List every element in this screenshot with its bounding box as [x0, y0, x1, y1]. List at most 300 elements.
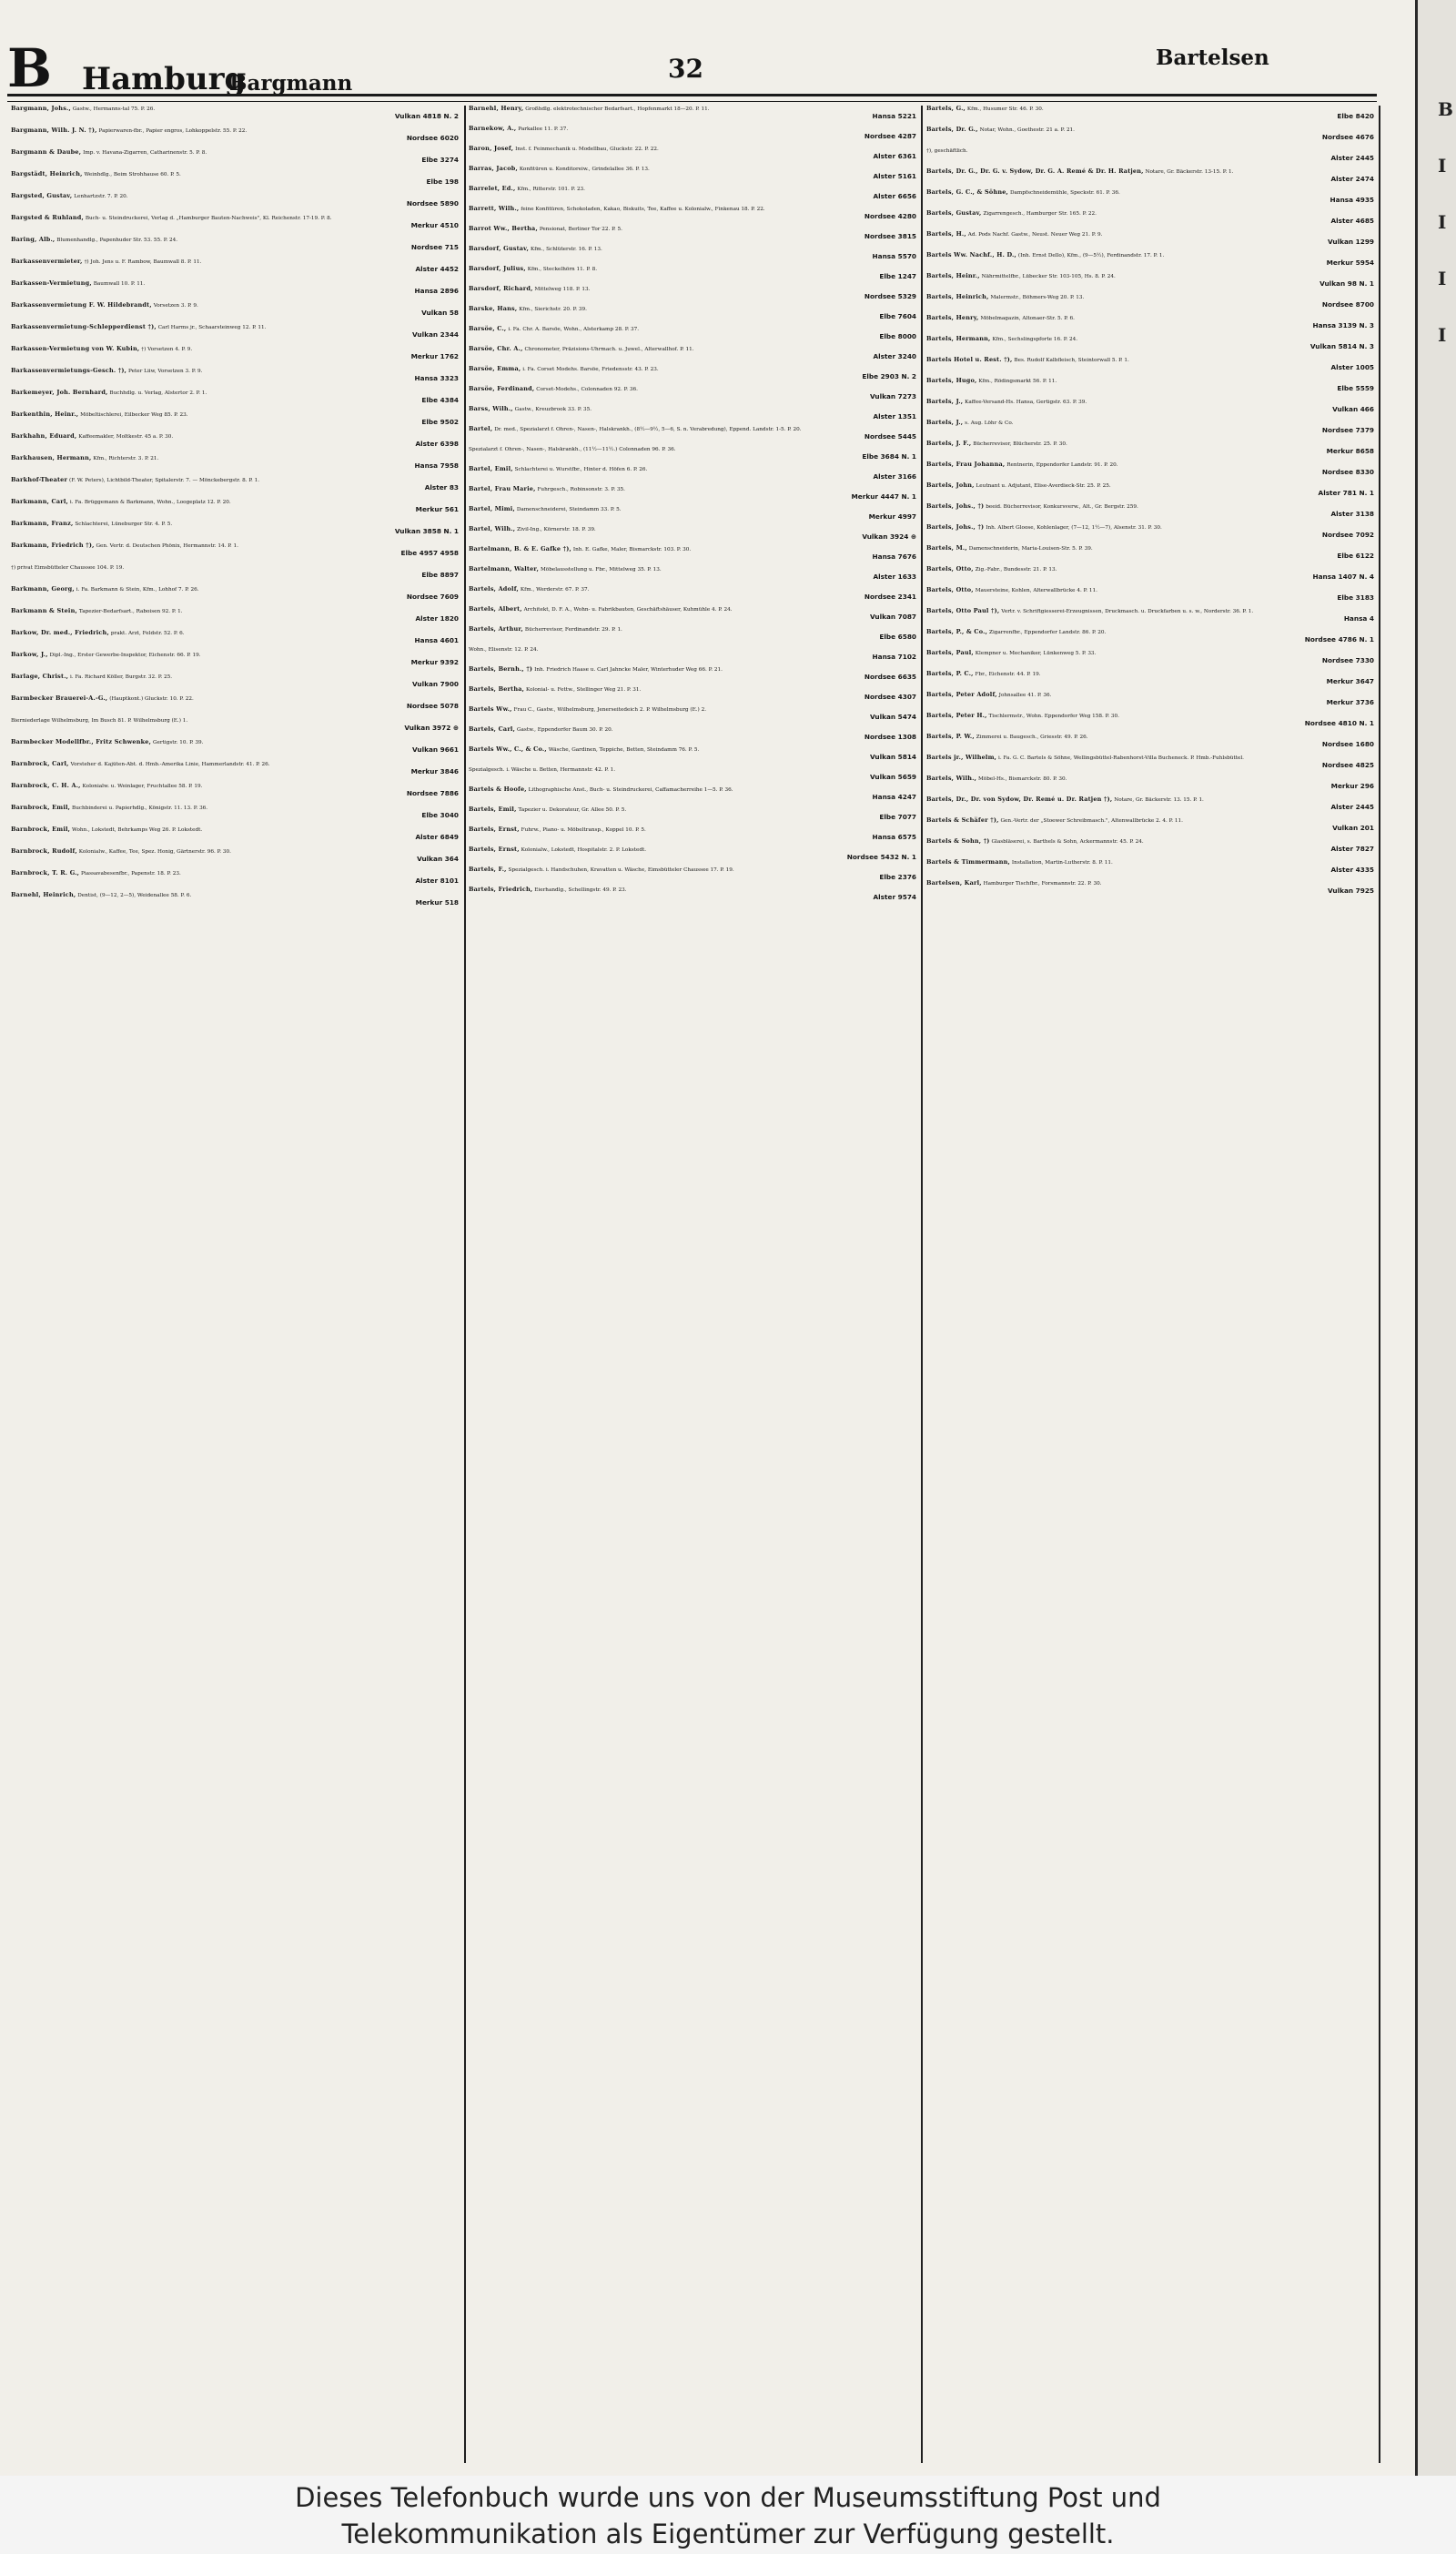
directory-entry: [469, 306, 922, 326]
entry-description: i. Fa. Brüggemann & Barkmann, Wohn., Loogeplatz 12. P. 20.: [69, 500, 231, 505]
entry-description: i. Fa. Barkmann & Stein, Kfm., Lohhof 7. P. 26.: [76, 587, 199, 593]
directory-entry: [926, 336, 1380, 357]
entry-phone-number: Vulkan 3924 ⊕: [862, 532, 916, 542]
entry-phone-number: Merkur 5954: [1326, 258, 1374, 268]
entry-name: Bartels, Dr., Dr. von Sydow, Dr. Remé u. Dr. Ratjen †),: [926, 796, 1113, 803]
entry-description: Kfm., Ritterstr. 101. P. 23.: [517, 187, 585, 192]
entry-description: Lithographische Anst., Buch- u. Steindruckerei, Caffamacherreihe 1—5. P. 36.: [528, 787, 733, 793]
directory-entry: [469, 386, 922, 406]
entry-description: i. Fa. Chr. A. Barsöe, Wohn., Alsterkamp 28. P. 37.: [508, 327, 640, 332]
entry-name: Bartels, M.,: [926, 544, 967, 552]
entry-name: Barkhausen, Hermann,: [11, 454, 92, 461]
entry-description: Nährmittelfbr., Lübecker Str. 103-105, Hs. 8. P. 24.: [981, 274, 1116, 279]
entry-phone-number: Merkur 4447 N. 1: [851, 492, 916, 502]
entry-name: Bartels, G.,: [926, 105, 966, 112]
entry-phone-number: Hansa 4935: [1330, 196, 1374, 205]
entry-name: Barsöe, Chr. A.,: [469, 345, 523, 352]
directory-entry: [469, 746, 922, 766]
entry-name: Bartels, Bernh., †): [469, 665, 533, 673]
directory-entry: [469, 786, 922, 806]
entry-name: Bartels, Henry,: [926, 314, 979, 321]
entry-phone-number: Vulkan 5814 N. 3: [1309, 342, 1374, 351]
entry-phone-number: Nordsee 4825: [1321, 761, 1374, 770]
entry-phone-number: Hansa 7102: [872, 653, 916, 662]
entry-phone-number: Merkur 561: [415, 505, 459, 514]
entry-name: Bartels, John,: [926, 481, 975, 489]
entry-name: Barnbrock, Carl,: [11, 760, 69, 767]
directory-entry: [11, 608, 464, 630]
entry-name: Bartels, Johs., †): [926, 523, 985, 531]
entry-name: Bartels, J. F.,: [926, 440, 972, 447]
directory-entry: [469, 486, 922, 506]
entry-description: Corset-Modehs., Colonnaden 92. P. 36.: [536, 387, 638, 392]
directory-entry: [469, 226, 922, 246]
entry-phone-number: Vulkan 3858 N. 1: [394, 527, 459, 536]
entry-description: Wohn., Elisenstr. 12. P. 24.: [469, 647, 539, 653]
column-divider: [464, 106, 466, 2463]
directory-entry: [11, 433, 464, 455]
entry-phone-number: Vulkan 364: [417, 855, 459, 864]
directory-entry: [469, 867, 922, 887]
entry-name: Barras, Jacob,: [469, 165, 518, 172]
entry-phone-number: Elbe 5559: [1337, 384, 1374, 393]
directory-entry: [469, 606, 922, 626]
entry-phone-number: Alster 5161: [873, 172, 916, 181]
entry-phone-number: Nordsee 5445: [864, 432, 916, 441]
directory-entry: [926, 273, 1380, 294]
directory-entry: [926, 796, 1380, 817]
entry-name: Bartels Ww. Nachf., H. D.,: [926, 251, 1016, 258]
entry-phone-number: Nordsee 4810 N. 1: [1304, 719, 1374, 728]
entry-phone-number: Merkur 4997: [868, 512, 916, 522]
entry-phone-number: Hansa 4: [1343, 614, 1374, 623]
entry-name: Bartels, Ernst,: [469, 846, 520, 853]
entry-name: Bartels, G. C., & Söhne,: [926, 188, 1009, 196]
entry-name: Bartel, Frau Marie,: [469, 485, 536, 492]
entry-phone-number: Nordsee 8700: [1321, 300, 1374, 309]
entry-phone-number: Elbe 4957 4958: [400, 549, 459, 558]
entry-description: Pensionat, Berliner Tor 22. P. 5.: [539, 227, 622, 232]
directory-entry: [11, 215, 464, 237]
directory-entry: [469, 566, 922, 586]
entry-name: Barkassen-Vermietung von W. Kubin,: [11, 345, 140, 352]
entry-phone-number: Vulkan 7273: [869, 392, 916, 401]
entry-phone-number: Elbe 6580: [879, 633, 916, 642]
directory-entry: [11, 805, 464, 826]
directory-entry: [469, 526, 922, 546]
entry-phone-number: Hansa 5221: [872, 112, 916, 121]
entry-description: Kfm., Husumer Str. 46. P. 30.: [966, 106, 1044, 112]
entry-name: Bartelmann, B. & E. Gafke †),: [469, 545, 571, 552]
city-name: Hamburg: [82, 61, 247, 97]
entry-description: Leutnant u. Adjutant, Elise-Averdieck-Str. 25. P. 25.: [976, 483, 1111, 489]
entry-description: Gertigstr. 10. P. 39.: [152, 740, 204, 745]
entry-description: Eierhandlg., Schellingstr. 49. P. 23.: [534, 887, 627, 893]
entry-name: Bartels, Arthur,: [469, 625, 523, 633]
entry-name: Bargmann & Daube,: [11, 148, 82, 156]
entry-description: Dr. med., Spezialarzt f. Ohren-, Nasen-, Halskrankh., (8½—9½, 5—6, S. n. Verabredung), Eppend. Landstr. 1-5. P. 20.: [494, 427, 802, 432]
entry-description: i. Fa. G. C. Bartels & Söhne, Wellingsbüttel-Rabenhorst-Villa Bucheneck. P. Hmb.-Fuhlsbüttel.: [998, 755, 1244, 761]
entry-phone-number: Merkur 4510: [410, 221, 459, 230]
directory-entry: [11, 237, 464, 258]
entry-description: Lenhartzstr. 7. P. 20.: [74, 194, 128, 199]
entry-name: Bartels, Friedrich,: [469, 886, 533, 893]
entry-phone-number: Merkur 518: [415, 898, 459, 907]
entry-description: Installation, Martin-Lutherstr. 8. P. 11.: [1011, 860, 1113, 866]
entry-description: †) Joh. Jens u. F. Rambow, Baumwall 8. P. 11.: [84, 259, 202, 265]
directory-entry: [926, 147, 1380, 168]
entry-name: Barsöe, Emma,: [469, 365, 521, 372]
entry-phone-number: Nordsee 8330: [1321, 468, 1374, 477]
directory-entry: [11, 674, 464, 695]
entry-phone-number: Hansa 7676: [872, 552, 916, 562]
entry-description: †) privat Eimsbütteler Chaussee 104. P. 19.: [11, 565, 125, 571]
entry-phone-number: Merkur 296: [1330, 782, 1374, 791]
edge-letter: I: [1438, 268, 1447, 289]
directory-entry: [469, 406, 922, 426]
directory-entry: [469, 826, 922, 846]
entry-phone-number: Nordsee 6020: [406, 134, 459, 143]
entry-name: Barrelet, Ed.,: [469, 185, 516, 192]
entry-name: Bartelmann, Walter,: [469, 565, 540, 573]
edge-letter: I: [1438, 324, 1447, 346]
entry-description: Kfm., Rödingsmarkt 56. P. 11.: [978, 379, 1057, 384]
entry-description: Hamburger Tischfbr., Forsmannstr. 22. P. 30.: [983, 881, 1102, 887]
entry-description: Vorsteher d. Kajüten-Abt. d. Hmb.-Amerika Linie, Hammerlandstr. 41. P. 26.: [70, 762, 270, 767]
directory-entry: [926, 252, 1380, 273]
entry-phone-number: Vulkan 7925: [1327, 887, 1374, 896]
directory-entry: [926, 294, 1380, 315]
entry-phone-number: Merkur 3846: [410, 767, 459, 776]
directory-entry: [926, 357, 1380, 378]
entry-name: Barsöe, C.,: [469, 325, 507, 332]
directory-entry: [11, 302, 464, 324]
entry-name: Bartels, Paul,: [926, 649, 974, 656]
entry-phone-number: Alster 4452: [415, 265, 459, 274]
entry-name: Bartels Ww.,: [469, 705, 512, 713]
entry-name: Bartels, Otto Paul †),: [926, 607, 1000, 614]
directory-entry: [926, 566, 1380, 587]
entry-name: Barkemeyer, Joh. Bernhard,: [11, 389, 108, 396]
entry-description: Möbel-Hs., Bismarckstr. 80. P. 30.: [977, 776, 1067, 782]
entry-name: Bartel, Wilh.,: [469, 525, 516, 532]
entry-name: Barsdorf, Julius,: [469, 265, 526, 272]
entry-name: Barmbecker Brauerei-A.-G.,: [11, 694, 108, 702]
directory-entry: [926, 671, 1380, 692]
directory-entry: [926, 775, 1380, 796]
edge-letter: I: [1438, 155, 1447, 177]
entry-phone-number: Vulkan 9661: [411, 745, 459, 755]
entry-name: Bartels, Heinrich,: [926, 293, 989, 300]
entry-name: Barske, Hans,: [469, 305, 518, 312]
directory-entry: [469, 346, 922, 366]
entry-name: Barnbrock, T. R. G.,: [11, 869, 80, 877]
edge-letter: I: [1438, 211, 1447, 233]
entry-description: Inst. f. Feinmechanik u. Modellbau, Gluckstr. 22. P. 22.: [515, 147, 659, 152]
entry-description: Damenschneiderin, Maria-Louisen-Str. 5. P. 39.: [968, 546, 1093, 552]
entry-name: Barkassenvermietungs-Gesch. †),: [11, 367, 127, 374]
entry-phone-number: Nordsee 7330: [1321, 656, 1374, 665]
directory-entry: [11, 564, 464, 586]
entry-name: Bartels, J.,: [926, 398, 964, 405]
entry-description: Peter Liiw, Vorsetzen 3. P. 9.: [128, 369, 203, 374]
entry-phone-number: Alster 8101: [415, 877, 459, 886]
entry-name: Bartels & Sohn, †): [926, 837, 990, 845]
entry-name: Barnbrock, C. H. A.,: [11, 782, 81, 789]
directory-entry: [469, 726, 922, 746]
directory-entry: [11, 542, 464, 564]
entry-name: Bartels, Peter Adolf,: [926, 691, 997, 698]
entry-name: Bartels, Bertha,: [469, 685, 525, 693]
entry-name: Barrett, Wilh.,: [469, 205, 520, 212]
entry-phone-number: Elbe 3684 N. 1: [862, 452, 916, 461]
entry-phone-number: Nordsee 2341: [864, 593, 916, 602]
entry-phone-number: Alster 6398: [415, 440, 459, 449]
directory-entry: [926, 315, 1380, 336]
directory-entry: [469, 426, 922, 446]
directory-entry: [11, 368, 464, 390]
directory-entry: [11, 586, 464, 608]
entry-description: Imp. v. Havana-Zigarren, Catharinenstr. 5. P. 8.: [83, 150, 207, 156]
entry-name: Barkmann, Georg,: [11, 585, 75, 593]
directory-entry: [469, 326, 922, 346]
directory-entry: [469, 146, 922, 166]
directory-entry: [469, 706, 922, 726]
entry-description: beeid. Bücherrevisor, Konkursverw., Alt., Gr. Bergstr. 259.: [986, 504, 1138, 510]
entry-description: Damenschneiderei, Steindamm 33. P. 5.: [516, 507, 622, 512]
entry-name: Bartels, Dr. G.,: [926, 126, 978, 133]
directory-entry: [926, 734, 1380, 755]
entry-phone-number: Hansa 3139 N. 3: [1312, 321, 1374, 330]
entry-description: Notare, Gr. Bäckerstr. 13-15. P. 1.: [1145, 169, 1234, 175]
entry-description: Fbr., Eichenstr. 44. P. 19.: [975, 672, 1041, 677]
entry-description: Frau C., Gastw., Wilhelmsburg, Jenerseitedeich 2. P. Wilhelmsburg (E.) 2.: [513, 707, 707, 713]
entry-phone-number: Vulkan 4818 N. 2: [394, 112, 459, 121]
directory-column-1: [11, 106, 464, 2476]
entry-name: Bargmann, Johs.,: [11, 105, 71, 112]
entry-phone-number: Elbe 2376: [879, 873, 916, 882]
entry-phone-number: Vulkan 7087: [869, 613, 916, 622]
entry-name: Baron, Josef,: [469, 145, 514, 152]
directory-entry: [926, 608, 1380, 629]
entry-name: Barkassenvermietung-Schlepperdienst †),: [11, 323, 157, 330]
entry-phone-number: Alster 2445: [1330, 154, 1374, 163]
directory-entry: [469, 166, 922, 186]
page-number: 32: [668, 54, 703, 84]
directory-entry: [11, 499, 464, 521]
entry-name: Bartels & Hoofe,: [469, 785, 527, 793]
entry-description: Vertr. v. Schriftgiesserei-Erzeugnissen, Druckmasch. u. Druckfarben u. s. w., Norderstr. 36. P. 1.: [1001, 609, 1254, 614]
entry-phone-number: Alster 2445: [1330, 803, 1374, 812]
directory-entry: [926, 880, 1380, 901]
directory-entry: [926, 817, 1380, 838]
entry-description: Zivil-Ing., Körnerstr. 18. P. 39.: [517, 527, 596, 532]
entry-name: Barlage, Christ.,: [11, 673, 69, 680]
directory-entry: [926, 713, 1380, 734]
entry-phone-number: Alster 1351: [873, 412, 916, 421]
entry-description: Carl Harms jr., Schaarsteinweg 12. P. 11.: [157, 325, 267, 330]
entry-name: Barnehl, Heinrich,: [11, 891, 76, 898]
entry-description: (Inh. Ernst Dello), Kfm., (9—5½), Ferdinandstr. 17. P. 1.: [1017, 253, 1165, 258]
footer-line-2: Telekommunikation als Eigentümer zur Verfügung gestellt.: [341, 2519, 1115, 2549]
section-letter: B: [7, 37, 53, 99]
entry-name: Bartelsen, Karl,: [926, 879, 982, 887]
entry-description: Möbeltischlerei, Eilbecker Weg 85. P. 23.: [80, 412, 188, 418]
directory-entry: [469, 666, 922, 686]
entry-name: Barnbrock, Emil,: [11, 826, 71, 833]
entry-phone-number: Nordsee 4786 N. 1: [1304, 635, 1374, 644]
directory-entry: [926, 629, 1380, 650]
entry-name: Bartels, Hermann,: [926, 335, 991, 342]
entry-name: Bartels Ww., C., & Co.,: [469, 745, 547, 753]
entry-phone-number: Hansa 4247: [872, 793, 916, 802]
entry-phone-number: Nordsee 1308: [864, 733, 916, 742]
directory-entry: [11, 127, 464, 149]
entry-phone-number: Vulkan 5474: [869, 713, 916, 722]
entry-name: Barrot Ww., Bertha,: [469, 225, 538, 232]
entry-description: Kolonial- u. Fettw., Stellinger Weg 21. P. 31.: [526, 687, 642, 693]
directory-entry: [926, 378, 1380, 399]
entry-description: Möbelausstellung u. Fbr., Mittelweg 35. P. 13.: [540, 567, 662, 573]
entry-name: Bartels, Peter H.,: [926, 712, 987, 719]
entry-name: Bartels Hotel u. Rest. †),: [926, 356, 1013, 363]
entry-phone-number: Elbe 7604: [879, 312, 916, 321]
entry-phone-number: Nordsee 7886: [406, 789, 459, 798]
entry-phone-number: Vulkan 5814: [869, 753, 916, 762]
entry-description: Buchbinderei u. Papierhdlg., Königstr. 11. 13. P. 36.: [72, 806, 208, 811]
entry-description: Kfm., Steckelhörn 11. P. 8.: [527, 267, 598, 272]
entry-name: Bartel,: [469, 425, 493, 432]
entry-description: Großhdlg. elektrotechnischer Bedarfsart., Hopfenmarkt 18—20. P. 11.: [525, 106, 710, 112]
entry-name: Bartels, Adolf,: [469, 585, 519, 593]
entry-description: Gastw., Hermanns-tal 75. P. 26.: [72, 106, 156, 112]
entry-description: Blumenhandlg., Papenhuder Str. 53. 55. P. 24.: [56, 238, 178, 243]
directory-entry: [926, 545, 1380, 566]
directory-entry: [11, 171, 464, 193]
entry-phone-number: Vulkan 1299: [1327, 238, 1374, 247]
entry-description: Inh. E. Gafke, Maler, Bismarckstr. 103. P. 30.: [572, 547, 692, 552]
directory-entry: [11, 870, 464, 892]
directory-entry: [469, 286, 922, 306]
entry-description: Zigarrenfbr., Eppendorfer Landstr. 86. P. 20.: [989, 630, 1107, 635]
entry-name: Barnbrock, Emil,: [11, 804, 71, 811]
entry-description: Buchhdlg. u. Verlag, Alstertor 2. P. 1.: [109, 390, 207, 396]
directory-entry: [11, 280, 464, 302]
entry-phone-number: Hansa 4601: [414, 636, 459, 645]
entry-phone-number: Vulkan 98 N. 1: [1320, 279, 1374, 289]
entry-phone-number: Merkur 9392: [410, 658, 459, 667]
entry-description: †), geschäftlich.: [926, 148, 968, 154]
directory-entry: [926, 503, 1380, 524]
directory-entry: [926, 650, 1380, 671]
directory-entry: [469, 626, 922, 646]
entry-description: Parkallee 11. P. 37.: [518, 127, 569, 132]
entry-phone-number: Nordsee 7379: [1321, 426, 1374, 435]
entry-name: Bartels, Carl,: [469, 725, 516, 733]
entry-description: prakt. Arzt, Feldstr. 52. P. 6.: [110, 631, 185, 636]
directory-entry: [469, 266, 922, 286]
entry-description: Spezialgesch. i. Wäsche u. Betten, Hermannstr. 42. P. 1.: [469, 767, 616, 773]
entry-description: Weinhdlg., Beim Strohhause 60. P. 5.: [84, 172, 181, 177]
entry-name: Bartels, P. W.,: [926, 733, 975, 740]
entry-phone-number: Alster 3240: [873, 352, 916, 361]
entry-description: Dentist, (9—12, 2—5), Weidenallee 58. P. 6.: [77, 893, 192, 898]
entry-name: Barkmann, Carl,: [11, 498, 68, 505]
directory-entry: [469, 846, 922, 867]
entry-name: Bartels, Emil,: [469, 806, 517, 813]
entry-description: s. Aug. Löhr & Co.: [965, 421, 1014, 426]
entry-phone-number: Vulkan 2344: [411, 330, 459, 340]
entry-phone-number: Merkur 8658: [1326, 447, 1374, 456]
directory-entry: [11, 106, 464, 127]
directory-entry: [926, 461, 1380, 482]
entry-name: Bartels, Heinr.,: [926, 272, 980, 279]
entry-phone-number: Vulkan 3972 ⊕: [404, 724, 459, 733]
entry-phone-number: Vulkan 7900: [411, 680, 459, 689]
entry-description: Chronometer, Präzisions-Uhrmach. u. Juwel., Alterwallhof. P. 11.: [524, 347, 694, 352]
entry-name: Baring, Alb.,: [11, 236, 56, 243]
directory-entry: [926, 231, 1380, 252]
entry-phone-number: Alster 3138: [1330, 510, 1374, 519]
entry-name: Barkassen-Vermietung,: [11, 279, 92, 287]
footer-notice: [0, 2476, 1456, 2554]
entry-phone-number: Merkur 3647: [1326, 677, 1374, 686]
entry-phone-number: Nordsee 4280: [864, 212, 916, 221]
entry-name: Bartels, Dr. G., Dr. G. v. Sydow, Dr. G. A. Remé & Dr. H. Ratjen,: [926, 167, 1144, 175]
entry-description: Notar, Wohn., Goethestr. 21 a. P. 21.: [979, 127, 1075, 133]
directory-entry: [469, 206, 922, 226]
directory-column-2: [469, 106, 922, 2476]
entry-name: Barkhof-Theater: [11, 476, 68, 483]
entry-description: Baumwall 10. P. 11.: [93, 281, 146, 287]
directory-entry: [11, 455, 464, 477]
entry-name: Bartels, F.,: [469, 866, 507, 873]
entry-description: Wohn., Lokstedt, Behrkamps Weg 26. P. Lokstedt.: [72, 827, 203, 833]
directory-entry: [926, 399, 1380, 420]
entry-name: Bartels, Ernst,: [469, 826, 520, 833]
entry-description: Bes. Rudolf Kalbfleisch, Steintorwall 5. P. 1.: [1014, 358, 1129, 363]
last-entry-keyword: Bartelsen: [1156, 46, 1269, 70]
entry-name: Barsdorf, Richard,: [469, 285, 533, 292]
entry-description: Malermstr., Böhmers-Weg 20. P. 13.: [990, 295, 1085, 300]
entry-phone-number: Alster 83: [424, 483, 459, 492]
entry-name: Bargmann, Wilh. J. N. †),: [11, 127, 97, 134]
entry-phone-number: Elbe 4384: [421, 396, 459, 405]
entry-phone-number: Alster 6361: [873, 152, 916, 161]
entry-description: Tapezier-Bedarfsart., Raboisen 92. P. 1.: [78, 609, 183, 614]
entry-description: Ad. Pods Nachf. Gastw., Neust. Neuer Weg 21. P. 9.: [967, 232, 1103, 238]
directory-entry: [469, 806, 922, 826]
entry-phone-number: Alster 6656: [873, 192, 916, 201]
directory-entry: [469, 887, 922, 907]
entry-phone-number: Nordsee 7609: [406, 593, 459, 602]
entry-phone-number: Merkur 1762: [410, 352, 459, 361]
entry-description: Kfm., Schlüterstr. 16. P. 13.: [530, 247, 602, 252]
directory-entry: [11, 783, 464, 805]
entry-description: Inh. Friedrich Haase u. Carl Jahncke Maler, Winterhuder Weg 66. P. 21.: [534, 667, 723, 673]
entry-phone-number: Elbe 8420: [1337, 112, 1374, 121]
header-rule-thin: [7, 101, 1377, 102]
directory-entry: [11, 739, 464, 761]
entry-description: Tischlermstr., Wohn. Eppendorfer Weg 158. P. 30.: [988, 714, 1119, 719]
entry-phone-number: Elbe 2903 N. 2: [862, 372, 916, 381]
entry-description: Bücherrevisor, Ferdinandstr. 29. P. 1.: [524, 627, 622, 633]
entry-description: Möbelmagazin, Altonaer-Str. 5. P. 6.: [980, 316, 1075, 321]
entry-name: Bartels, Albert,: [469, 605, 522, 613]
directory-entry: [11, 761, 464, 783]
entry-name: Barkenthin, Heinr.,: [11, 410, 79, 418]
entry-name: Barkow, J.,: [11, 651, 48, 658]
